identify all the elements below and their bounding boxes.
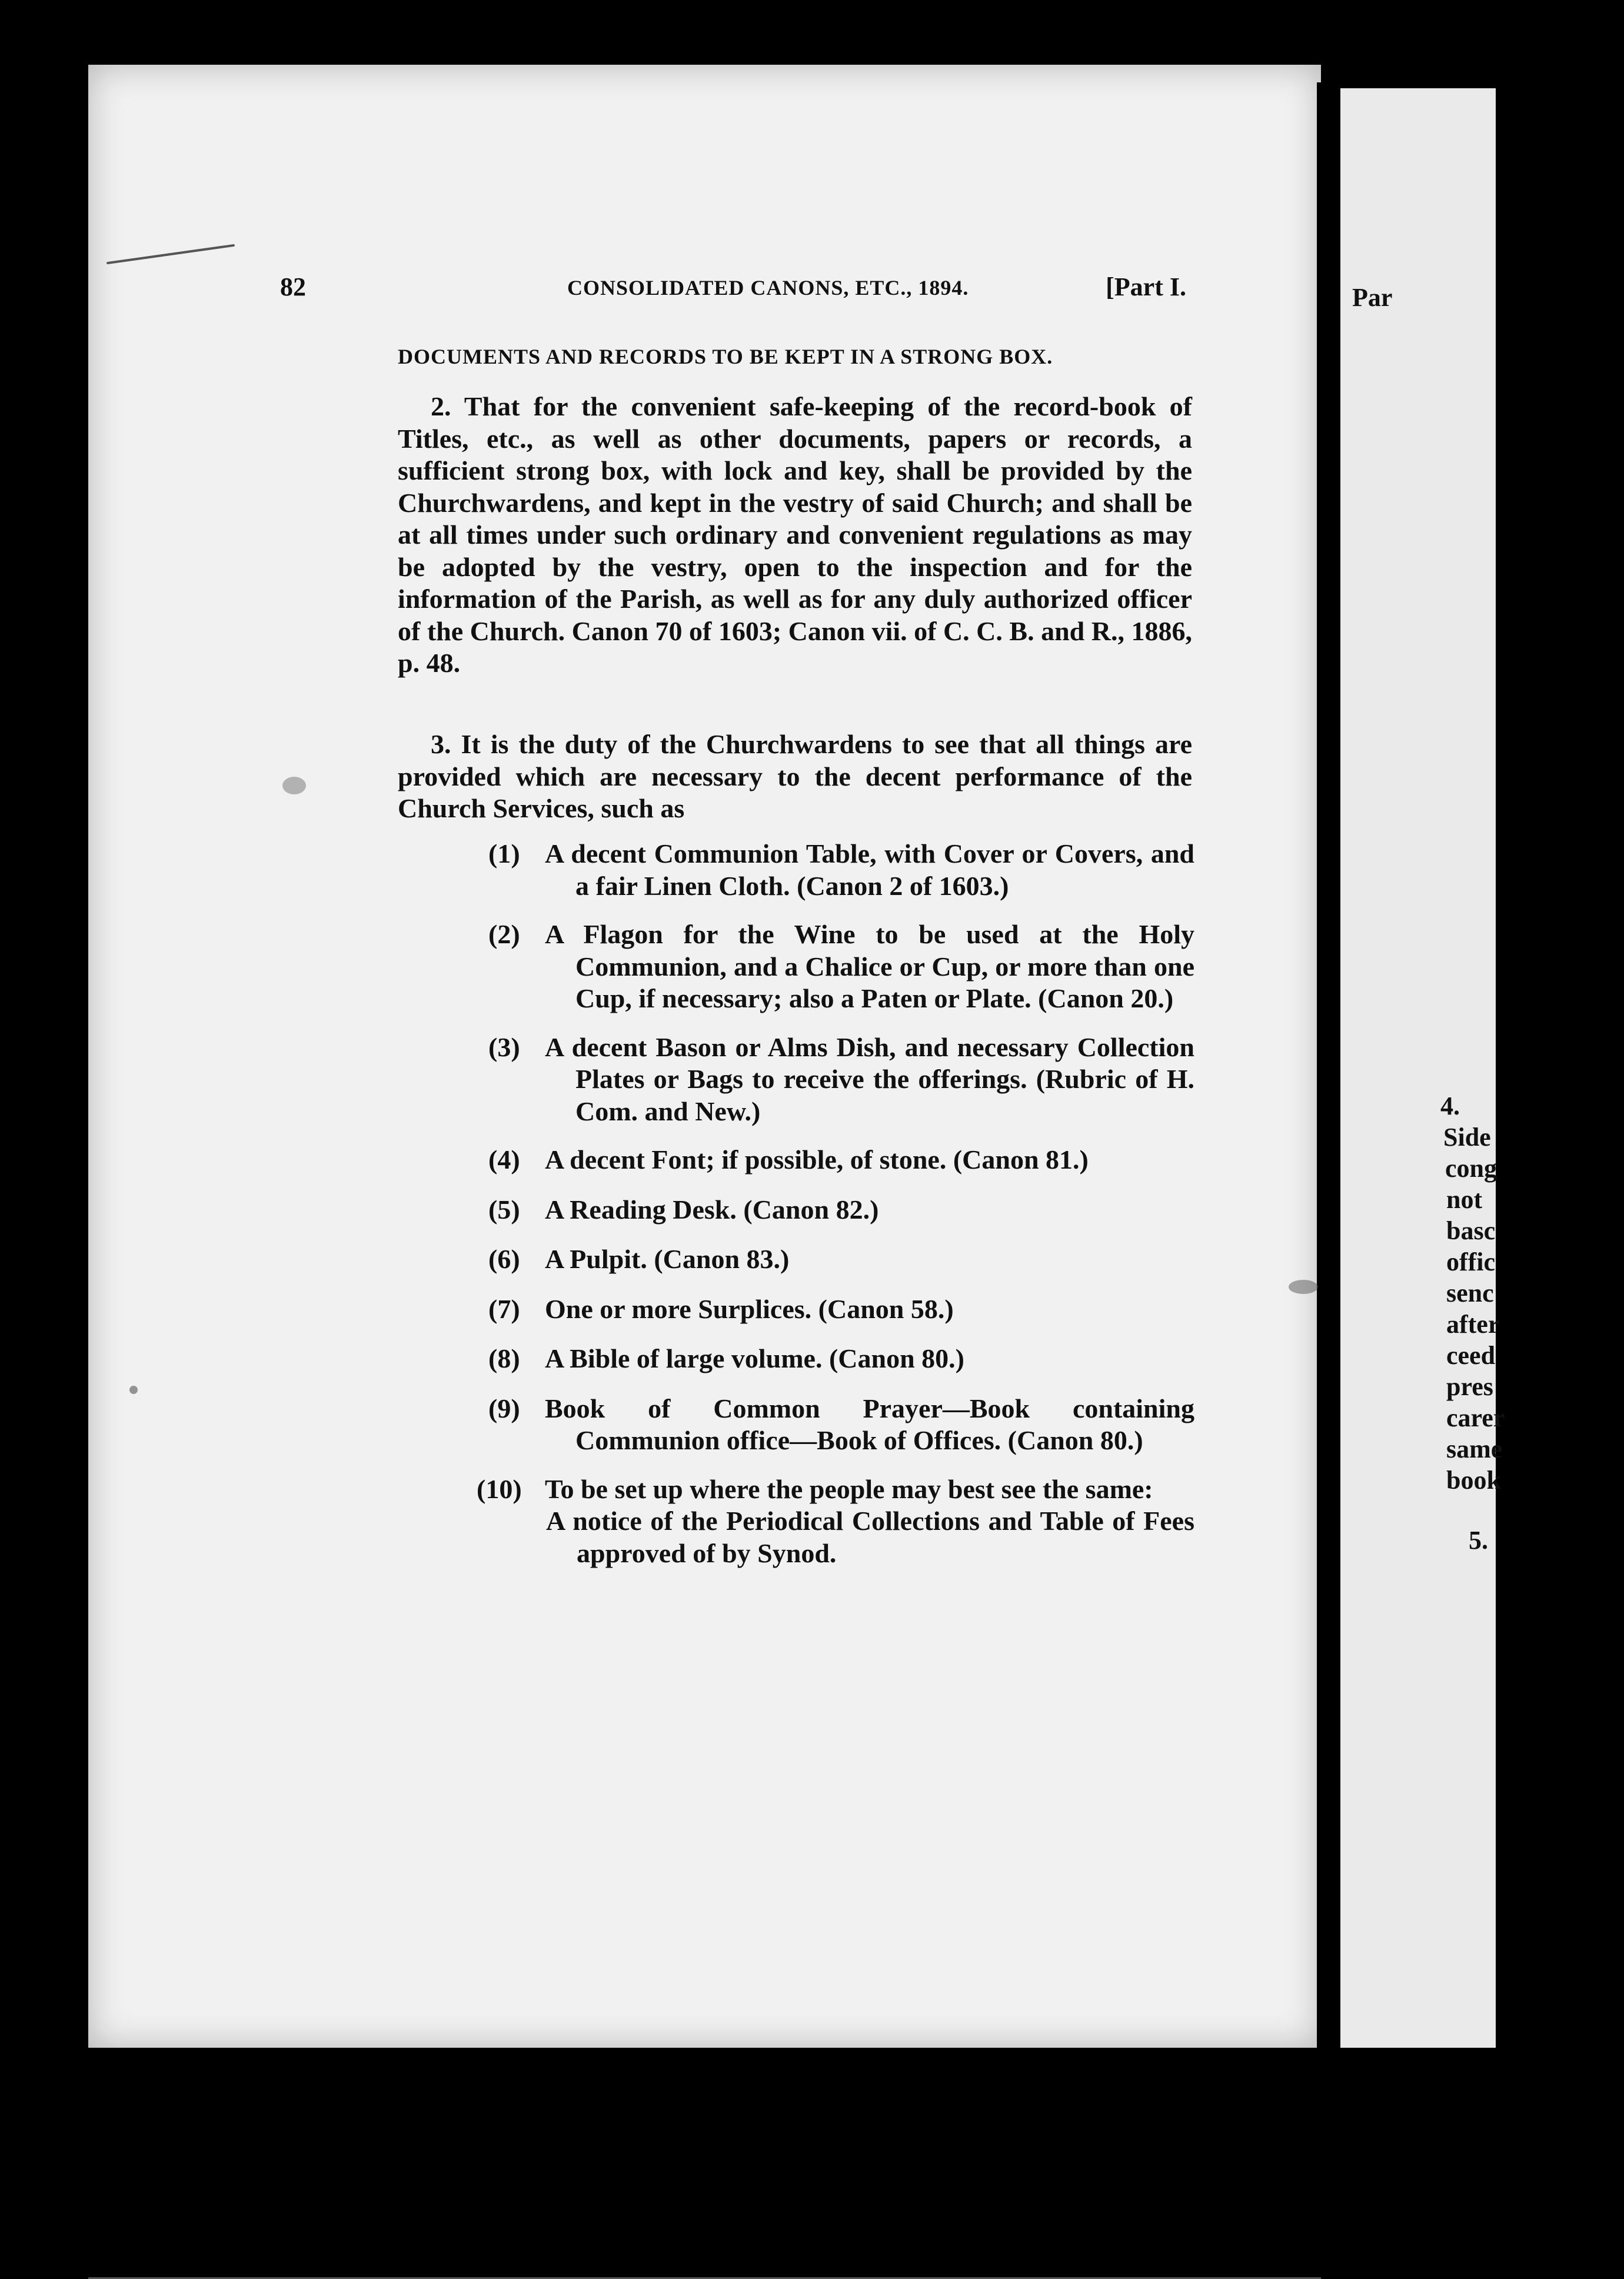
- item-10-sub-text: A notice of the Periodical Collections and Table of Fees approved of by Synod.: [546, 1506, 1194, 1568]
- list-item: [488, 1243, 1194, 1276]
- scan-speck: [1289, 1280, 1318, 1294]
- list-item: [477, 1473, 1194, 1506]
- scan-bottom-border: [0, 2048, 1496, 2123]
- item-text: Book of Common Prayer—Book containing Communion office—Book of Offices. (Canon 80.): [545, 1393, 1194, 1455]
- right-fragment-header: Par: [1352, 283, 1393, 312]
- item-number: (8): [488, 1343, 520, 1373]
- item-text: A Reading Desk. (Canon 82.): [545, 1194, 879, 1225]
- item-number: (9): [488, 1393, 520, 1423]
- item-number: (3): [488, 1032, 520, 1062]
- right-fragment: senc: [1446, 1279, 1494, 1307]
- right-fragment: pres: [1446, 1372, 1493, 1401]
- running-title: CONSOLIDATED CANONS, ETC., 1894.: [567, 276, 969, 300]
- item-text: A decent Bason or Alms Dish, and necessary Collection Plates or Bags to receive the offerings. (Rubric of H. Com. and New.): [545, 1032, 1194, 1126]
- page-number: 82: [280, 272, 306, 301]
- section-heading: DOCUMENTS AND RECORDS TO BE KEPT IN A STRONG BOX.: [398, 345, 1053, 368]
- item-text: To be set up where the people may best see the same:: [545, 1473, 1153, 1504]
- item-text: A Pulpit. (Canon 83.): [545, 1244, 790, 1274]
- right-fragment: not: [1446, 1185, 1483, 1214]
- list-item: [488, 1144, 1194, 1176]
- item-number: (5): [488, 1194, 520, 1225]
- list-item: [488, 1032, 1194, 1128]
- list-item: [488, 1194, 1194, 1226]
- list-item: [488, 838, 1194, 902]
- item-text: A Flagon for the Wine to be used at the Holy Communion, and a Chalice or Cup, or more than one Cup, if necessary; also a Paten or Plate. (Canon 20.): [545, 919, 1194, 1013]
- scan-speck: [129, 1386, 138, 1394]
- right-fragment: carer: [1446, 1403, 1505, 1432]
- item-number: (1): [488, 839, 520, 869]
- list-item: [488, 919, 1194, 1015]
- item-text: A decent Font; if possible, of stone. (Canon 81.): [545, 1145, 1089, 1175]
- paragraph-text: 3. It is the duty of the Churchwardens to see that all things are provided which are necessary to the decent performance of the Church Services, such as: [398, 729, 1192, 823]
- item-number: (4): [488, 1145, 520, 1175]
- right-fragment: Side: [1443, 1123, 1491, 1152]
- part-label: [Part I.: [1106, 272, 1186, 301]
- right-fragment: 4.: [1440, 1092, 1460, 1120]
- requirements-list: [477, 838, 1194, 1569]
- scan-speck: [282, 777, 306, 794]
- paragraph-2: [398, 391, 1192, 680]
- list-item: [488, 1393, 1194, 1457]
- item-number: (2): [488, 919, 520, 949]
- running-header: [280, 272, 1198, 307]
- item-text: One or more Surplices. (Canon 58.): [545, 1293, 954, 1324]
- book-gutter: [1317, 82, 1340, 2060]
- right-fragment: 5.: [1469, 1526, 1488, 1555]
- item-text: A Bible of large volume. (Canon 80.): [545, 1343, 964, 1373]
- right-fragment: same: [1446, 1435, 1503, 1463]
- right-fragment: cong: [1445, 1154, 1497, 1183]
- item-number: (7): [488, 1293, 520, 1324]
- item-number: (10): [477, 1473, 522, 1504]
- list-item: [488, 1293, 1194, 1326]
- item-text: A decent Communion Table, with Cover or Covers, and a fair Linen Cloth. (Canon 2 of 1603.): [545, 839, 1194, 901]
- list-item: [488, 1343, 1194, 1375]
- right-page-edge: [1340, 88, 1505, 2048]
- paragraph-3: [398, 728, 1192, 825]
- right-fragment: offic: [1446, 1247, 1496, 1276]
- item-number: (6): [488, 1244, 520, 1274]
- paragraph-text: 2. That for the convenient safe-keeping of the record-book of Titles, etc., as well as other documents, papers or records, a sufficient strong box, with lock and key, shall be provided by the Churchwardens, and kept in the vestry of said Church; and shall be at all times under such ordinary and convenient regulations as may be adopted by the vestry, open to the inspection and for the information of the Parish, as well as for any duly authorized officer of the Church. Canon 70 of 1603; Canon vii. of C. C. B. and R., 1886, p. 48.: [398, 391, 1192, 678]
- right-fragment: ceed: [1446, 1341, 1496, 1370]
- right-fragment: basc: [1446, 1216, 1496, 1245]
- right-fragment: after: [1446, 1310, 1500, 1339]
- right-fragment: book: [1446, 1466, 1501, 1495]
